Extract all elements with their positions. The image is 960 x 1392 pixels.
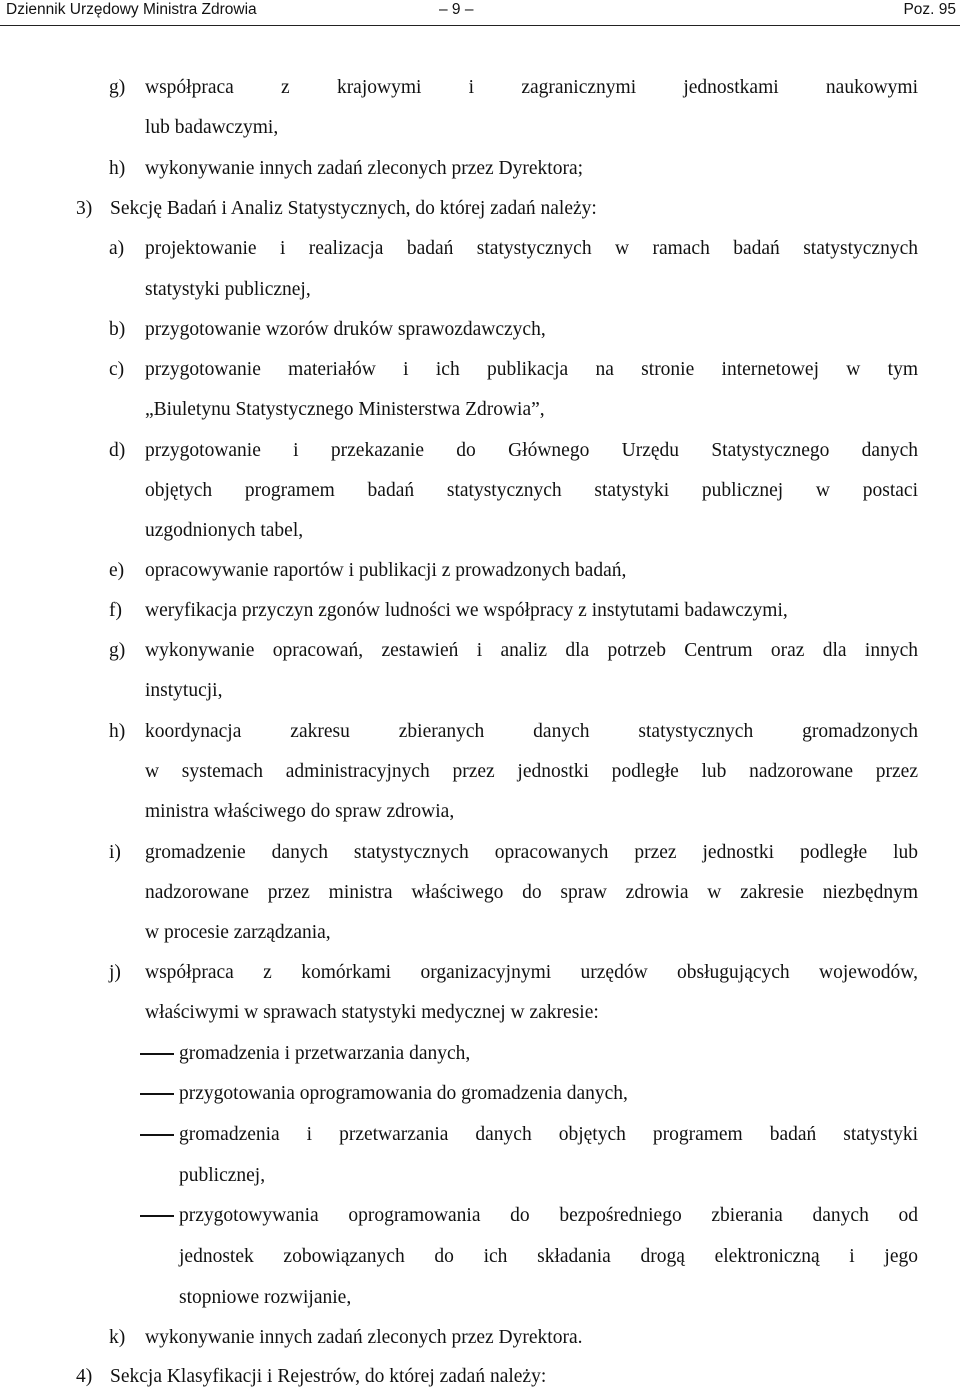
em-dash-bullet <box>140 1134 174 1136</box>
dash-item-text: gromadzenia i przetwarzania danych objętych programem badań statystyki <box>179 1124 918 1145</box>
item-label: j) <box>109 962 121 983</box>
item-label: k) <box>109 1327 126 1348</box>
item-label: a) <box>109 238 125 259</box>
em-dash-bullet <box>140 1215 174 1217</box>
item-text-line: przygotowanie materiałów i ich publikacja na stronie internetowej w tym <box>145 359 918 380</box>
item-text-line: instytucji, <box>145 680 223 701</box>
item-label: g) <box>109 77 126 98</box>
item-text-line: w procesie zarządzania, <box>145 922 331 943</box>
item-label: d) <box>109 440 126 461</box>
item-text-line: wykonywanie innych zadań zleconych przez Dyrektora; <box>145 158 584 179</box>
item-text-line: przygotowanie wzorów druków sprawozdawczych, <box>145 319 546 340</box>
section-title: Sekcja Klasyfikacji i Rejestrów, do której zadań należy: <box>110 1366 547 1387</box>
item-label: f) <box>109 600 122 621</box>
header-rule <box>0 25 960 26</box>
item-text-line: uzgodnionych tabel, <box>145 520 304 541</box>
item-text-line: „Biuletynu Statystycznego Ministerstwa Zdrowia”, <box>145 399 545 420</box>
item-text-line: wykonywanie innych zadań zleconych przez Dyrektora. <box>145 1327 583 1348</box>
dash-item-text: przygotowywania oprogramowania do bezpośredniego zbierania danych od <box>179 1205 918 1226</box>
page-header <box>0 0 960 26</box>
item-text-line: współpraca z komórkami organizacyjnymi urzędów obsługujących wojewodów, <box>145 962 918 983</box>
position-number: Poz. 95 <box>903 1 956 18</box>
journal-title: Dziennik Urzędowy Ministra Zdrowia <box>6 1 257 18</box>
item-label: c) <box>109 359 125 380</box>
item-label: g) <box>109 640 126 661</box>
item-text-line: koordynacja zakresu zbieranych danych statystycznych gromadzonych <box>145 721 918 742</box>
item-text-line: w systemach administracyjnych przez jednostki podległe lub nadzorowane przez <box>145 761 918 782</box>
dash-item-text: gromadzenia i przetwarzania danych, <box>179 1043 471 1064</box>
em-dash-bullet <box>140 1053 174 1055</box>
item-text-line: nadzorowane przez ministra właściwego do spraw zdrowia w zakresie niezbędnym <box>145 882 918 903</box>
item-label: b) <box>109 319 126 340</box>
section-number: 3) <box>76 198 93 219</box>
em-dash-bullet <box>140 1093 174 1095</box>
item-text-line: objętych programem badań statystycznych statystyki publicznej w postaci <box>145 480 918 501</box>
item-text-line: projektowanie i realizacja badań statystycznych w ramach badań statystycznych <box>145 238 918 259</box>
dash-item-text: stopniowe rozwijanie, <box>179 1287 352 1308</box>
dash-item-text: jednostek zobowiązanych do ich składania drogą elektroniczną i jego <box>179 1246 918 1267</box>
item-text-line: właściwymi w sprawach statystyki medycznej w zakresie: <box>145 1002 599 1023</box>
item-text-line: weryfikacja przyczyn zgonów ludności we współpracy z instytutami badawczymi, <box>145 600 788 621</box>
dash-item-text: publicznej, <box>179 1165 266 1186</box>
item-text-line: opracowywanie raportów i publikacji z prowadzonych badań, <box>145 560 627 581</box>
item-text-line: ministra właściwego do spraw zdrowia, <box>145 801 455 822</box>
item-label: h) <box>109 158 126 179</box>
section-title: Sekcję Badań i Analiz Statystycznych, do której zadań należy: <box>110 198 597 219</box>
item-label: h) <box>109 721 126 742</box>
item-text-line: statystyki publicznej, <box>145 279 311 300</box>
item-label: i) <box>109 842 121 863</box>
item-text-line: współpraca z krajowymi i zagranicznymi jednostkami naukowymi <box>145 77 918 98</box>
dash-item-text: przygotowania oprogramowania do gromadzenia danych, <box>179 1083 628 1104</box>
item-text-line: przygotowanie i przekazanie do Głównego Urzędu Statystycznego danych <box>145 440 918 461</box>
item-label: e) <box>109 560 125 581</box>
item-text-line: wykonywanie opracowań, zestawień i analiz dla potrzeb Centrum oraz dla innych <box>145 640 918 661</box>
item-text-line: lub badawczymi, <box>145 117 279 138</box>
item-text-line: gromadzenie danych statystycznych opracowanych przez jednostki podległe lub <box>145 842 918 863</box>
section-number: 4) <box>76 1366 93 1387</box>
page-number: – 9 – <box>439 1 474 18</box>
